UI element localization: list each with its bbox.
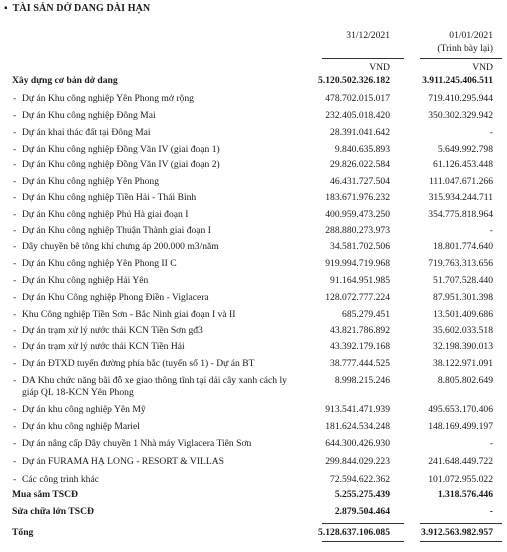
dash-bullet-icon: -: [13, 258, 17, 269]
dash-bullet-icon: -: [13, 309, 17, 320]
row-label-text: Dự án trạm xử lý nước thải KCN Tiền Sơn gđ3: [22, 325, 203, 336]
dash-bullet-icon: -: [13, 93, 17, 104]
header-rule-col1: [322, 58, 404, 59]
row-label-text: Dự án Khu công nghiệp Yên Phong: [22, 176, 160, 187]
row-label-text: Dự án khai thác đất tại Đông Mai: [22, 127, 151, 138]
column-header-2020-note: (Trình bày lại): [437, 43, 493, 54]
value-2021: 644.300.426.930: [325, 438, 390, 449]
row-label-text: Dự án khu công nghiệp Yên Mỹ: [22, 404, 146, 415]
value-2020: 18.801.774.640: [433, 241, 493, 252]
value-2020: 35.602.033.518: [433, 325, 493, 336]
value-2021: 5.255.275.439: [334, 489, 390, 500]
column-header-2021-date: 31/12/2021: [346, 30, 390, 41]
value-2020: 111.047.671.266: [428, 176, 493, 187]
dash-bullet-icon: -: [13, 375, 17, 386]
unit-col1: VND: [369, 62, 390, 73]
row-label: [13, 258, 304, 270]
row-label: [13, 192, 304, 204]
dash-bullet-icon: -: [13, 192, 17, 203]
value-2021: 28.391.041.642: [330, 127, 390, 138]
value-2021: 5.128.637.106.085: [318, 527, 390, 538]
value-2021: 9.840.635.893: [334, 144, 390, 155]
row-label: [12, 506, 294, 518]
row-label: [13, 421, 304, 433]
row-label-text: Khu Công nghiệp Tiền Sơn - Bắc Ninh giai đoạn I và II: [22, 309, 236, 320]
value-2020: 1.318.576.446: [437, 489, 493, 500]
row-label-text: Dự án Khu công nghiệp Tiền Hải - Thái Bình: [22, 192, 197, 203]
column-header-2020-date: 01/01/2021: [449, 30, 493, 41]
value-2020: -: [489, 506, 493, 517]
dash-bullet-icon: -: [13, 144, 17, 155]
value-2021: 288.880.273.973: [325, 225, 390, 236]
total-bottom-rule: [322, 541, 404, 542]
row-label: [13, 159, 304, 171]
value-2020: 354.775.818.964: [428, 209, 493, 220]
value-2021: 2.879.504.464: [334, 506, 390, 517]
row-label: [13, 358, 304, 370]
row-label: [13, 309, 304, 321]
value-2020: 32.198.390.013: [433, 341, 493, 352]
dash-bullet-icon: -: [13, 474, 17, 485]
row-label: [13, 275, 304, 287]
value-2021: 181.624.534.248: [325, 421, 390, 432]
value-2020: -: [489, 438, 493, 449]
row-label: [13, 176, 304, 188]
total-bottom-rule: [420, 541, 502, 542]
column-header-2020: [437, 29, 493, 55]
dash-bullet-icon: -: [13, 325, 17, 336]
dash-bullet-icon: -: [13, 404, 17, 415]
value-2021: 919.994.719.968: [325, 258, 390, 269]
row-label-text: Dự án Khu công nghiệp Đông Mai: [22, 110, 156, 121]
row-label: [13, 144, 304, 156]
value-2020: 101.072.955.022: [428, 474, 493, 485]
dash-bullet-icon: -: [13, 456, 17, 467]
value-2020: -: [489, 127, 493, 138]
value-2020: 241.648.449.722: [428, 456, 493, 467]
row-label-text: Xây dựng cơ bản dở dang: [12, 75, 118, 86]
value-2021: 232.405.018.420: [325, 110, 390, 121]
section-title: [4, 3, 150, 14]
dash-bullet-icon: -: [13, 176, 17, 187]
row-label-text: Dự án Khu công nghiệp Hải Yên: [22, 275, 149, 286]
value-2020: 5.649.992.798: [437, 144, 493, 155]
row-label-text: Dự án nâng cấp Dây chuyền 1 Nhà máy Viglacera Tiên Sơn: [22, 438, 252, 449]
row-label: [13, 456, 304, 468]
value-2020: 719.410.295.944: [428, 93, 493, 104]
total-top-rule: [322, 523, 404, 524]
value-2020: 495.653.170.406: [428, 404, 493, 415]
unit-col2: VND: [472, 62, 493, 73]
row-label: [13, 225, 304, 237]
value-2021: 38.777.444.525: [330, 358, 390, 369]
row-label: [13, 438, 304, 450]
value-2020: 13.501.409.686: [433, 309, 493, 320]
row-label-text: Dự án Khu công nghiệp Yên Phong II C: [22, 258, 177, 269]
row-label-text: Dự án Khu công nghiệp Đồng Văn IV (giai đoạn 2): [22, 159, 220, 170]
dash-bullet-icon: -: [13, 275, 17, 286]
square-bullet-icon: ▪: [4, 3, 8, 14]
dash-bullet-icon: -: [13, 358, 17, 369]
total-top-rule: [420, 523, 502, 524]
value-2020: 8.805.802.649: [437, 375, 493, 386]
row-label: [13, 93, 304, 105]
value-2021: 128.072.777.224: [325, 292, 390, 303]
dash-bullet-icon: -: [13, 241, 17, 252]
value-2021: 46.431.727.504: [330, 176, 390, 187]
value-2020: 148.169.499.197: [428, 421, 493, 432]
value-2021: 43.821.786.892: [330, 325, 390, 336]
value-2020: 61.126.453.448: [433, 159, 493, 170]
dash-bullet-icon: -: [13, 209, 17, 220]
row-label-text: Dự án Khu Công nghiệp Phong Điền - Viglacera: [22, 292, 209, 303]
row-label: [13, 341, 304, 353]
value-2020: 315.934.244.711: [428, 192, 493, 203]
row-label: [13, 375, 304, 399]
row-label-text: Dự án ĐTXD tuyến đường phía bắc (tuyến số 1) - Dự án BT: [22, 358, 255, 369]
dash-bullet-icon: -: [13, 421, 17, 432]
value-2020: 51.707.528.440: [433, 275, 493, 286]
value-2020: 3.911.245.406.511: [422, 75, 493, 86]
dash-bullet-icon: -: [13, 438, 17, 449]
dash-bullet-icon: -: [13, 127, 17, 138]
row-label-text: Dự án Khu công nghiệp Yên Phong mở rộng: [22, 93, 194, 104]
dash-bullet-icon: -: [13, 225, 17, 236]
value-2021: 478.702.015.017: [325, 93, 390, 104]
row-label-text: Mua sắm TSCĐ: [12, 489, 78, 500]
row-label: [13, 325, 304, 337]
value-2020: 38.122.971.091: [433, 358, 493, 369]
row-label-text: Dự án Khu công nghiệp Phú Hà giai đoạn I: [22, 209, 189, 220]
value-2021: 913.541.471.939: [325, 404, 390, 415]
row-label-text: Dây chuyền bê tông khí chưng áp 200.000 m3/năm: [22, 241, 219, 252]
row-label-text: Dự án Khu công nghiệp Thuận Thành giai đoạn I: [22, 225, 211, 236]
row-label: [13, 110, 304, 122]
dash-bullet-icon: -: [13, 159, 17, 170]
row-label: [13, 292, 304, 304]
dash-bullet-icon: -: [13, 341, 17, 352]
value-2021: 29.826.022.584: [330, 159, 390, 170]
value-2021: 8.998.215.246: [334, 375, 390, 386]
row-label-text: Các công trình khác: [22, 474, 99, 485]
section-title-text: TÀI SẢN DỞ DANG DÀI HẠN: [12, 3, 151, 14]
row-label-text: Tổng: [12, 527, 34, 538]
row-label-text: Sửa chữa lớn TSCĐ: [12, 506, 94, 517]
value-2021: 43.392.179.168: [330, 341, 390, 352]
value-2021: 183.671.976.232: [325, 192, 390, 203]
value-2020: 350.302.329.942: [428, 110, 493, 121]
row-label-text: Dự án Khu công nghiệp Đồng Văn IV (giai đoạn 1): [22, 144, 220, 155]
column-header-2021: [346, 29, 390, 42]
dash-bullet-icon: -: [13, 292, 17, 303]
value-2020: 719.763.313.656: [428, 258, 493, 269]
row-label: [13, 404, 304, 416]
row-label: [13, 127, 304, 139]
dash-bullet-icon: -: [13, 110, 17, 121]
value-2021: 91.164.951.985: [330, 275, 390, 286]
row-label: [12, 489, 294, 501]
row-label-text: Dự án FURAMA HẠ LONG - RESORT & VILLAS: [22, 456, 225, 467]
value-2020: -: [489, 225, 493, 236]
row-label: [12, 75, 294, 87]
row-label-text: Dự án khu công nghiệp Mariel: [22, 421, 140, 432]
value-2020: 3.912.563.982.957: [421, 527, 493, 538]
value-2021: 299.844.029.223: [325, 456, 390, 467]
row-label: [13, 241, 304, 253]
value-2021: 34.581.702.506: [330, 241, 390, 252]
value-2021: 400.959.473.250: [325, 209, 390, 220]
row-label: [13, 474, 304, 486]
header-rule-col2: [420, 58, 502, 59]
row-label: [13, 209, 304, 221]
row-label-text: Dự án trạm xử lý nước thải KCN Tiền Hải: [22, 341, 185, 352]
value-2021: 72.594.622.362: [330, 474, 390, 485]
row-label-text: DA Khu chức năng bãi đỗ xe giao thông tĩnh tại dải cây xanh cách ly giáp QL 18-KCN Yên Phong: [22, 375, 287, 398]
value-2021: 5.120.502.326.182: [318, 75, 390, 86]
value-2021: 685.279.451: [342, 309, 390, 320]
value-2020: 87.951.301.398: [433, 292, 493, 303]
row-label: [12, 527, 294, 539]
